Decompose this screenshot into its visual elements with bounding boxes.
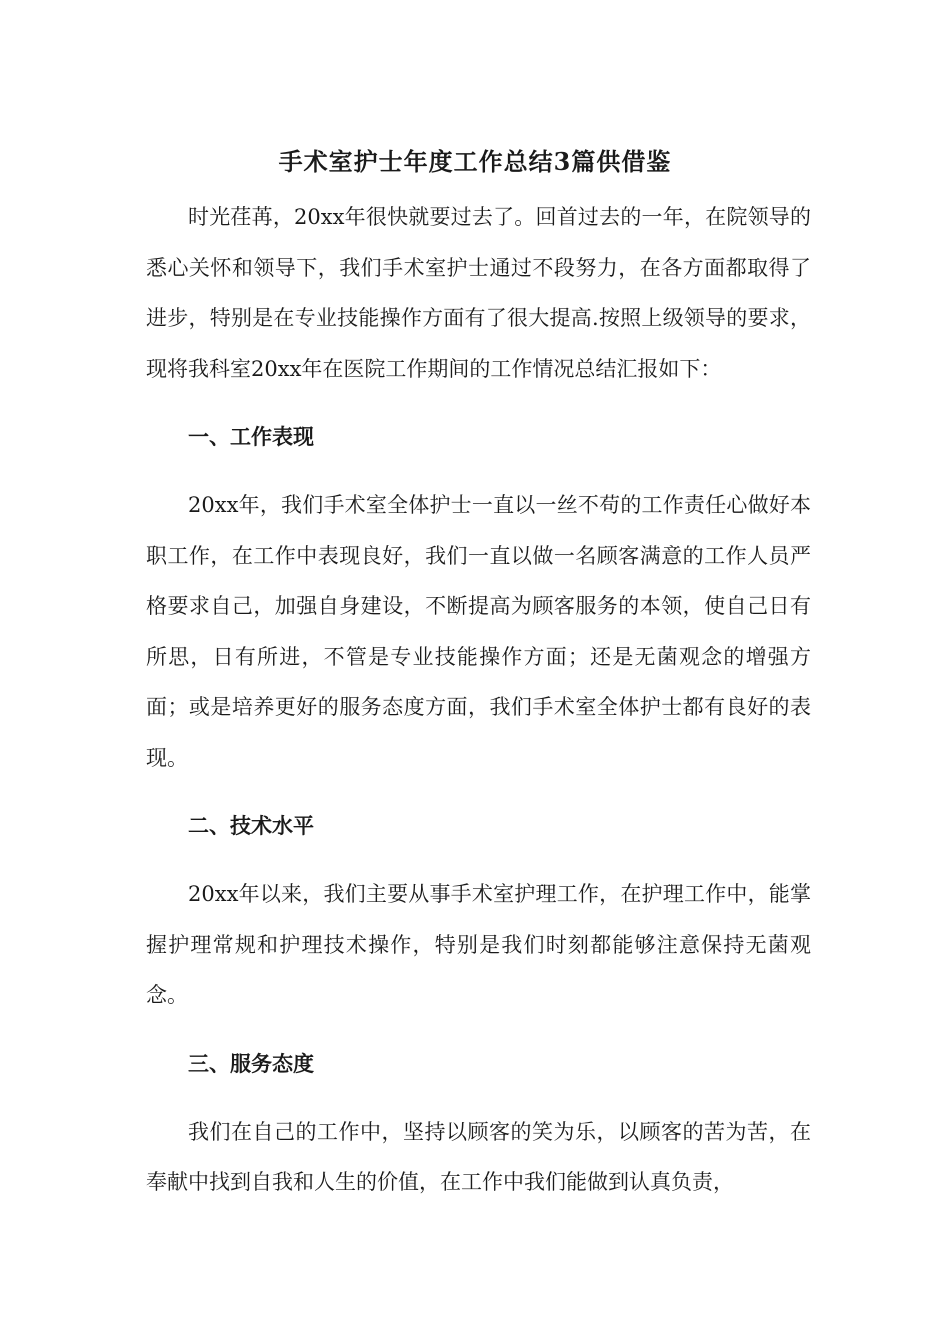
intro-paragraph: 时光荏苒，20xx年很快就要过去了。回首过去的一年，在院领导的悉心关怀和领导下，我们手术室护士通过不段努力，在各方面都取得了进步，特别是在专业技能操作方面有了很大提高.按照上级领导的要求，现将我科室20xx年在医院工作期间的工作情况总结汇报如下： bbox=[146, 205, 811, 381]
section-heading-work-performance: 一、工作表现 bbox=[188, 424, 314, 449]
document-body bbox=[146, 192, 811, 1226]
section-heading-technical-level: 二、技术水平 bbox=[188, 813, 314, 838]
section-body-work-performance: 20xx年，我们手术室全体护士一直以一丝不苟的工作责任心做好本职工作，在工作中表现良好，我们一直以做一名顾客满意的工作人员严格要求自己，加强自身建设，不断提高为顾客服务的本领，使自己日有所思，日有所进，不管是专业技能操作方面；还是无菌观念的增强方面；或是培养更好的服务态度方面，我们手术室全体护士都有良好的表现。 bbox=[146, 493, 811, 770]
section-body-technical-level: 20xx年以来，我们主要从事手术室护理工作，在护理工作中，能掌握护理常规和护理技术操作，特别是我们时刻都能够注意保持无菌观念。 bbox=[146, 882, 811, 1007]
document-title: 手术室护士年度工作总结3篇供借鉴 bbox=[278, 147, 672, 176]
section-heading-service-attitude: 三、服务态度 bbox=[188, 1050, 314, 1076]
section-body-service-attitude: 我们在自己的工作中，坚持以顾客的笑为乐，以顾客的苦为苦，在奉献中找到自我和人生的价值，在工作中我们能做到认真负责， bbox=[146, 1119, 811, 1194]
